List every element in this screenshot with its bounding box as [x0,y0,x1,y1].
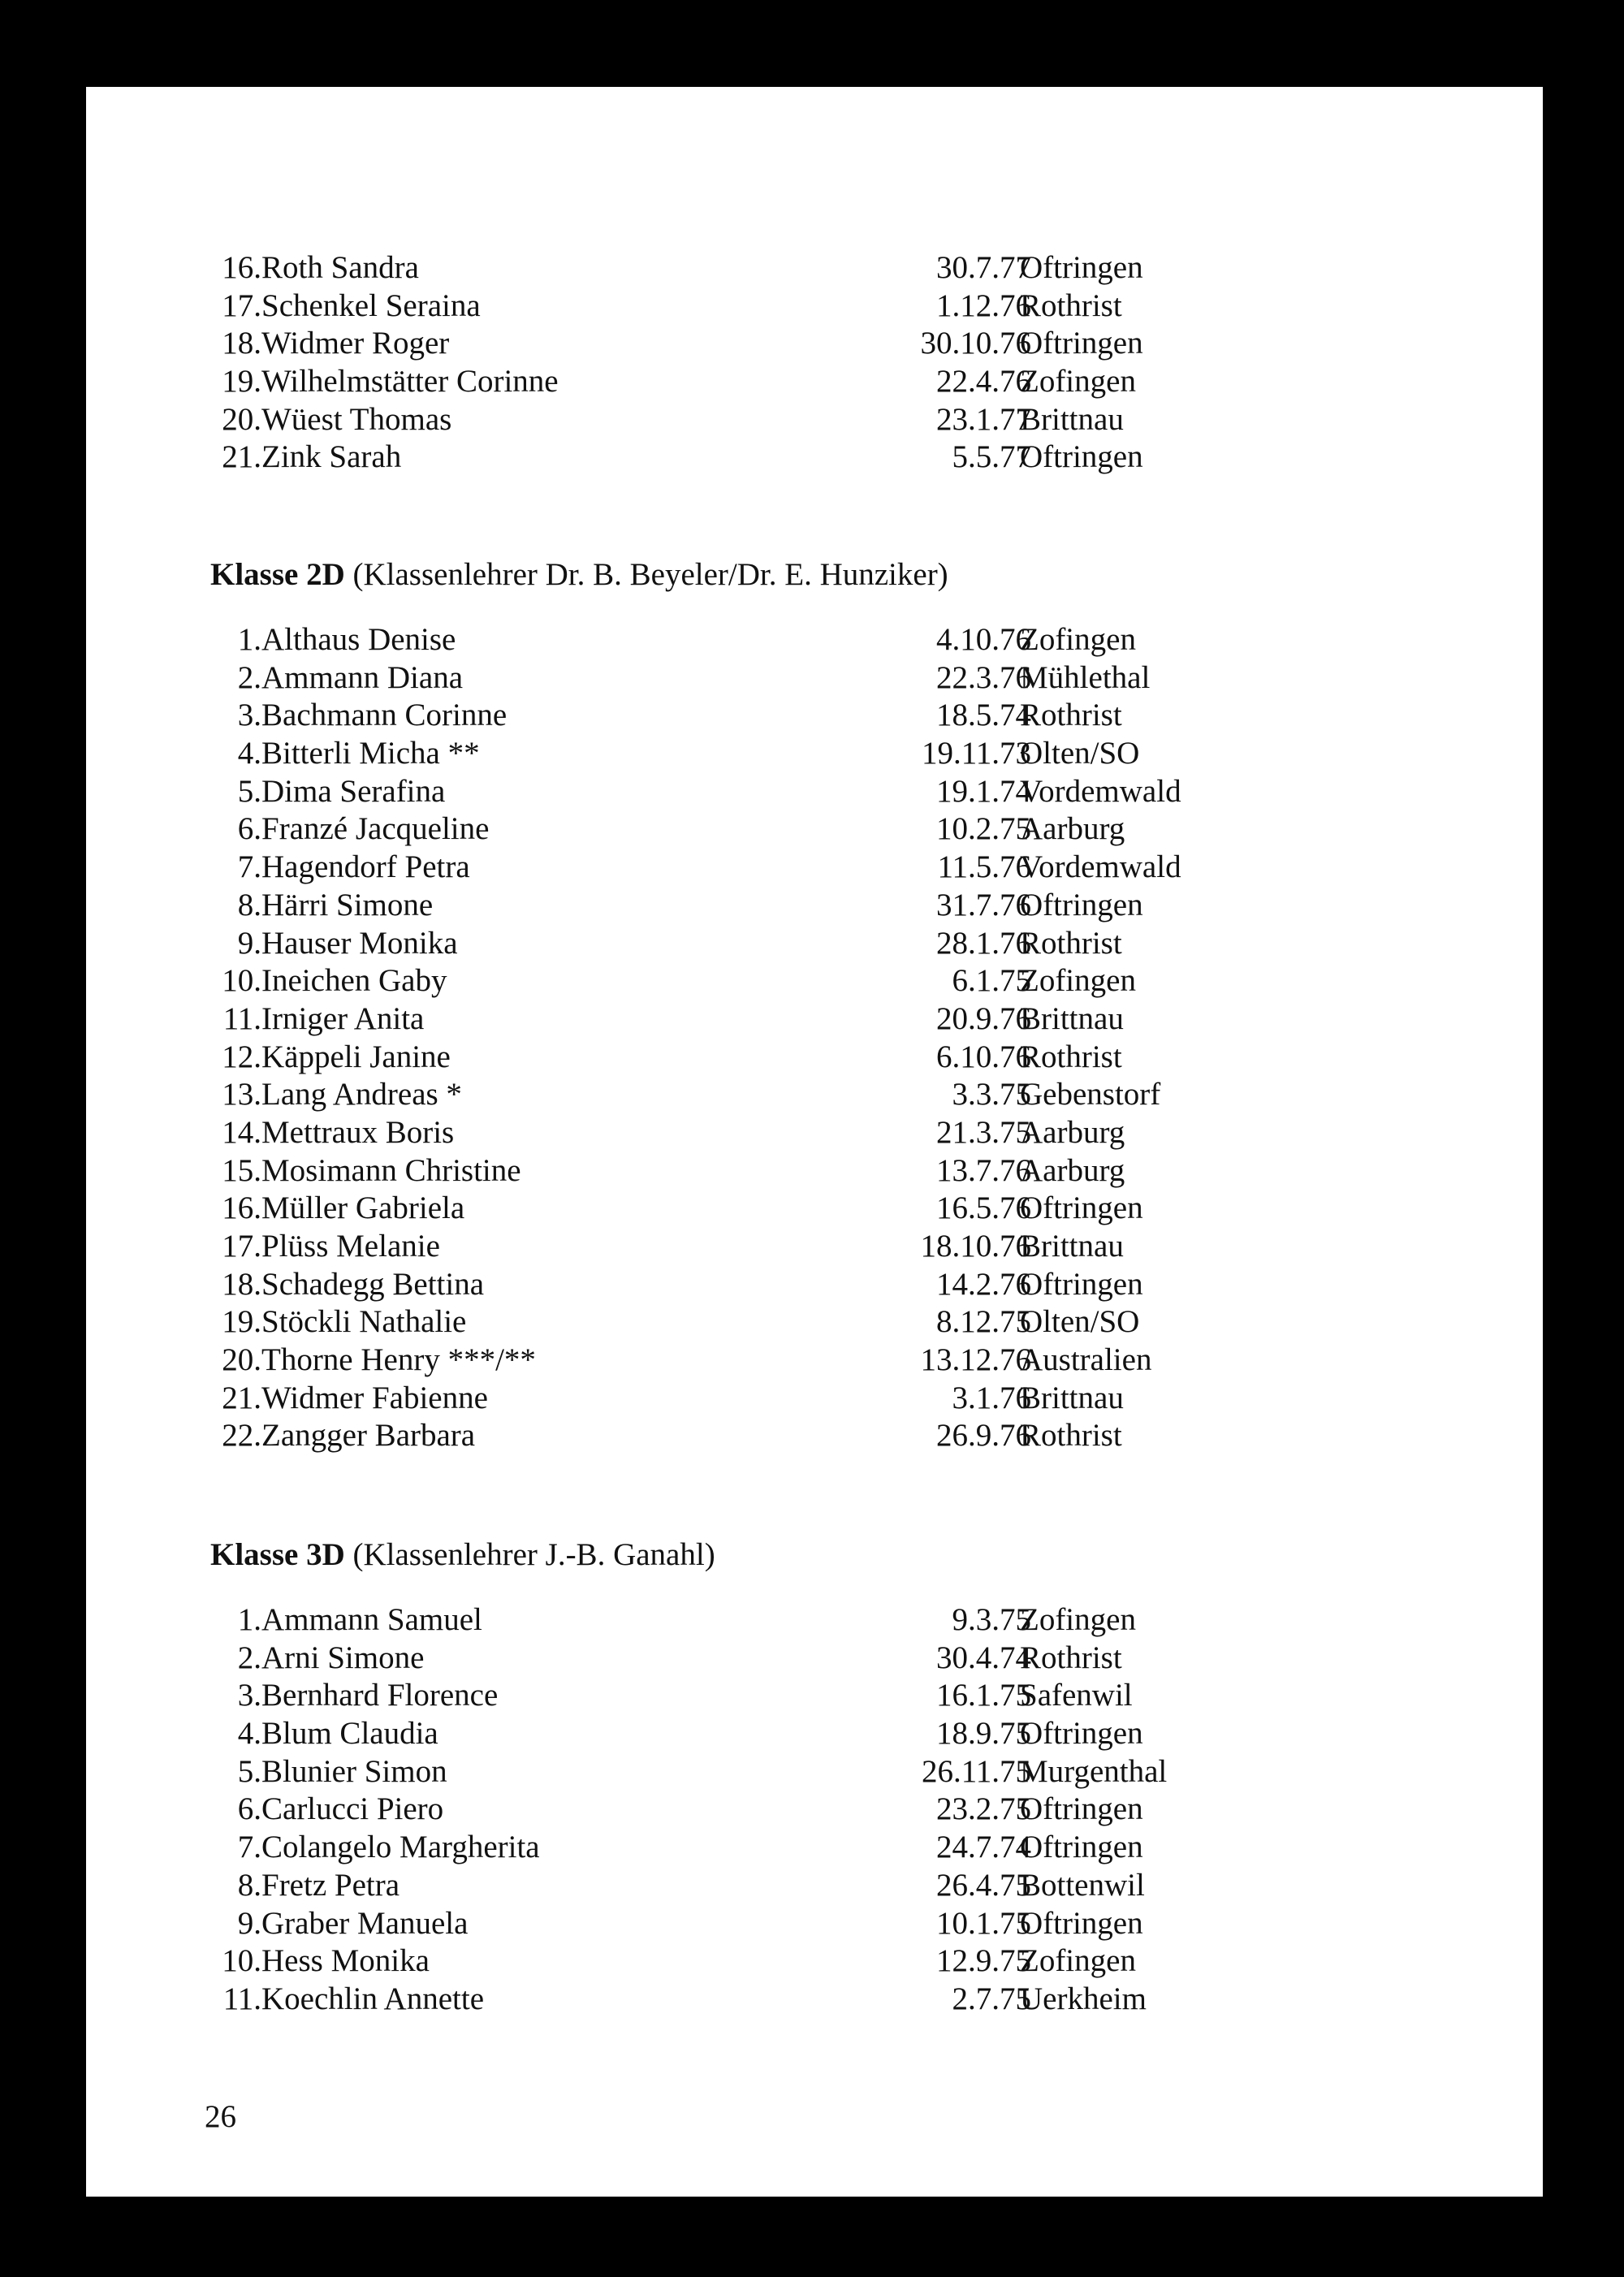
list-item [86,1076,1543,1114]
student-name: Widmer Roger [261,326,450,361]
list-item [86,1000,1543,1039]
item-number: 8. [237,1867,261,1903]
list-item [86,1981,1543,2019]
list-item [86,849,1543,887]
list-item [86,1152,1543,1190]
list-item [86,1228,1543,1266]
list-item [86,1380,1543,1418]
item-number: 7. [237,849,261,885]
document-page [86,87,1543,2197]
birth-date: 9.3.75 [952,1602,1031,1637]
student-name: Stöckli Nathalie [261,1304,467,1340]
student-name: Colangelo Margherita [261,1830,540,1865]
item-number: 14. [222,1114,261,1150]
hometown: Australien [1020,1342,1152,1378]
list-item [86,1677,1543,1715]
student-name: Carlucci Piero [261,1791,444,1827]
class-3d-heading [210,1536,715,1574]
item-number: 9. [237,925,261,961]
birth-date: 21.3.75 [936,1114,1031,1150]
list-item [86,962,1543,1000]
birth-date: 31.7.76 [936,887,1031,922]
item-number: 6. [237,1791,261,1827]
hometown: Gebenstorf [1020,1077,1161,1113]
list-item [86,325,1543,363]
hometown: Vordemwald [1020,773,1181,809]
hometown: Oftringen [1020,1716,1143,1752]
birth-date: 22.4.76 [936,364,1031,400]
hometown: Zofingen [1020,364,1136,400]
list-class-2d [86,621,1543,1455]
item-number: 1. [237,622,261,657]
birth-date: 26.11.75 [921,1753,1031,1789]
item-number: 22. [222,1418,261,1454]
list-item [86,925,1543,963]
item-number: 2. [237,659,261,695]
list-item [86,1791,1543,1829]
item-number: 20. [222,401,261,437]
hometown: Oftringen [1020,1830,1143,1865]
birth-date: 22.3.76 [936,659,1031,695]
student-name: Ammann Samuel [261,1602,482,1637]
class-2d-heading [210,556,948,594]
birth-date: 11.5.76 [937,849,1031,885]
list-item [86,1601,1543,1640]
student-name: Blum Claudia [261,1716,438,1752]
student-name: Althaus Denise [261,622,456,657]
item-number: 19. [222,364,261,400]
item-number: 5. [237,1753,261,1789]
list-item [86,1114,1543,1152]
item-number: 21. [222,1380,261,1415]
list-item [86,735,1543,773]
list-item [86,697,1543,735]
item-number: 17. [222,1229,261,1264]
birth-date: 19.1.74 [936,773,1031,809]
student-name: Koechlin Annette [261,1981,485,2016]
birth-date: 20.9.76 [936,1000,1031,1036]
class-2d-teacher: (Klassenlehrer Dr. B. Beyeler/Dr. E. Hunziker) [352,557,948,592]
item-number: 16. [222,250,261,285]
birth-date: 18.10.76 [920,1229,1031,1264]
birth-date: 4.10.76 [936,622,1031,657]
hometown: Brittnau [1020,1000,1124,1036]
item-number: 11. [222,1000,261,1036]
student-name: Mettraux Boris [261,1114,455,1150]
hometown: Oftringen [1020,326,1143,361]
hometown: Aarburg [1020,1114,1125,1150]
birth-date: 18.5.74 [936,698,1031,733]
birth-date: 26.4.75 [936,1867,1031,1903]
item-number: 17. [222,287,261,323]
hometown: Rothrist [1020,925,1122,961]
hometown: Oftringen [1020,439,1143,475]
hometown: Oftringen [1020,1905,1143,1941]
student-name: Widmer Fabienne [261,1380,488,1415]
student-name: Hauser Monika [261,925,458,961]
list-class-3d [86,1601,1543,2019]
class-2d-label: Klasse 2D [210,557,345,592]
list-item [86,773,1543,811]
item-number: 6. [237,811,261,847]
birth-date: 3.3.75 [952,1077,1031,1113]
student-name: Ammann Diana [261,659,464,695]
page-number: 26 [205,2099,236,2134]
item-number: 11. [222,1981,261,2016]
hometown: Oftringen [1020,887,1143,922]
hometown: Brittnau [1020,1380,1124,1415]
list-item [86,1039,1543,1077]
birth-date: 26.9.76 [936,1418,1031,1454]
list-item [86,1867,1543,1905]
birth-date: 1.12.76 [936,287,1031,323]
item-number: 10. [222,1943,261,1979]
hometown: Murgenthal [1020,1753,1168,1789]
student-name: Bitterli Micha ** [261,736,480,771]
class-3d-teacher: (Klassenlehrer J.-B. Ganahl) [352,1537,715,1572]
item-number: 4. [237,1716,261,1752]
item-number: 21. [222,439,261,475]
birth-date: 13.12.76 [920,1342,1031,1378]
item-number: 13. [222,1077,261,1113]
student-name: Arni Simone [261,1640,425,1675]
hometown: Rothrist [1020,1640,1122,1675]
list-item [86,1753,1543,1791]
list-item [86,1905,1543,1943]
student-name: Käppeli Janine [261,1039,451,1074]
item-number: 3. [237,698,261,733]
birth-date: 28.1.76 [936,925,1031,961]
list-item [86,363,1543,401]
list-item [86,659,1543,698]
birth-date: 3.1.76 [952,1380,1031,1415]
hometown: Brittnau [1020,401,1124,437]
hometown: Aarburg [1020,811,1125,847]
item-number: 9. [237,1905,261,1941]
birth-date: 30.10.76 [920,326,1031,361]
student-name: Wüest Thomas [261,401,452,437]
list-item [86,887,1543,925]
list-top [86,249,1543,477]
item-number: 16. [222,1190,261,1226]
birth-date: 16.5.76 [936,1190,1031,1226]
student-name: Mosimann Christine [261,1152,521,1188]
student-name: Zink Sarah [261,439,402,475]
hometown: Zofingen [1020,622,1136,657]
student-name: Härri Simone [261,887,434,922]
birth-date: 23.1.77 [936,401,1031,437]
birth-date: 30.7.77 [936,250,1031,285]
hometown: Vordemwald [1020,849,1181,885]
student-name: Schadegg Bettina [261,1266,485,1302]
item-number: 8. [237,887,261,922]
birth-date: 2.7.75 [952,1981,1031,2016]
list-item [86,439,1543,477]
class-3d-label: Klasse 3D [210,1537,345,1572]
list-item [86,1942,1543,1981]
hometown: Safenwil [1020,1678,1133,1713]
item-number: 18. [222,1266,261,1302]
item-number: 18. [222,326,261,361]
list-item [86,1303,1543,1342]
birth-date: 6.1.75 [952,963,1031,999]
student-name: Bachmann Corinne [261,698,508,733]
hometown: Oftringen [1020,1791,1143,1827]
birth-date: 6.10.76 [936,1039,1031,1074]
list-item [86,401,1543,439]
birth-date: 13.7.76 [936,1152,1031,1188]
hometown: Olten/SO [1020,1304,1140,1340]
hometown: Oftringen [1020,250,1143,285]
student-name: Hagendorf Petra [261,849,470,885]
list-item [86,1715,1543,1753]
hometown: Oftringen [1020,1190,1143,1226]
birth-date: 5.5.77 [952,439,1031,475]
birth-date: 14.2.76 [936,1266,1031,1302]
hometown: Zofingen [1020,963,1136,999]
item-number: 20. [222,1342,261,1378]
list-item [86,1342,1543,1380]
hometown: Zofingen [1020,1602,1136,1637]
student-name: Wilhelmstätter Corinne [261,364,559,400]
item-number: 19. [222,1304,261,1340]
birth-date: 10.1.75 [936,1905,1031,1941]
birth-date: 23.2.75 [936,1791,1031,1827]
student-name: Fretz Petra [261,1867,400,1903]
list-item [86,621,1543,659]
student-name: Thorne Henry ***/** [261,1342,536,1378]
item-number: 1. [237,1602,261,1637]
student-name: Roth Sandra [261,250,419,285]
hometown: Rothrist [1020,1418,1122,1454]
item-number: 15. [222,1152,261,1188]
hometown: Zofingen [1020,1943,1136,1979]
hometown: Rothrist [1020,698,1122,733]
hometown: Bottenwil [1020,1867,1145,1903]
list-item [86,1417,1543,1455]
hometown: Rothrist [1020,287,1122,323]
list-item [86,287,1543,326]
list-item [86,810,1543,849]
list-item [86,1829,1543,1867]
student-name: Franzé Jacqueline [261,811,490,847]
hometown: Oftringen [1020,1266,1143,1302]
student-name: Irniger Anita [261,1000,425,1036]
hometown: Brittnau [1020,1229,1124,1264]
birth-date: 16.1.75 [936,1678,1031,1713]
student-name: Hess Monika [261,1943,430,1979]
birth-date: 24.7.74 [936,1830,1031,1865]
student-name: Bernhard Florence [261,1678,499,1713]
hometown: Aarburg [1020,1152,1125,1188]
item-number: 12. [222,1039,261,1074]
item-number: 7. [237,1830,261,1865]
student-name: Dima Serafina [261,773,446,809]
item-number: 10. [222,963,261,999]
item-number: 2. [237,1640,261,1675]
student-name: Ineichen Gaby [261,963,447,999]
hometown: Mühlethal [1020,659,1151,695]
student-name: Schenkel Seraina [261,287,481,323]
hometown: Uerkheim [1020,1981,1147,2016]
student-name: Blunier Simon [261,1753,447,1789]
birth-date: 19.11.73 [921,736,1031,771]
birth-date: 18.9.75 [936,1716,1031,1752]
list-item [86,1640,1543,1678]
item-number: 5. [237,773,261,809]
birth-date: 30.4.74 [936,1640,1031,1675]
item-number: 4. [237,736,261,771]
student-name: Plüss Melanie [261,1229,440,1264]
list-item [86,1190,1543,1228]
student-name: Zangger Barbara [261,1418,476,1454]
hometown: Olten/SO [1020,736,1140,771]
list-item [86,1266,1543,1304]
birth-date: 8.12.75 [936,1304,1031,1340]
birth-date: 10.2.75 [936,811,1031,847]
birth-date: 12.9.75 [936,1943,1031,1979]
item-number: 3. [237,1678,261,1713]
student-name: Müller Gabriela [261,1190,465,1226]
hometown: Rothrist [1020,1039,1122,1074]
list-item [86,249,1543,287]
student-name: Graber Manuela [261,1905,469,1941]
student-name: Lang Andreas * [261,1077,462,1113]
